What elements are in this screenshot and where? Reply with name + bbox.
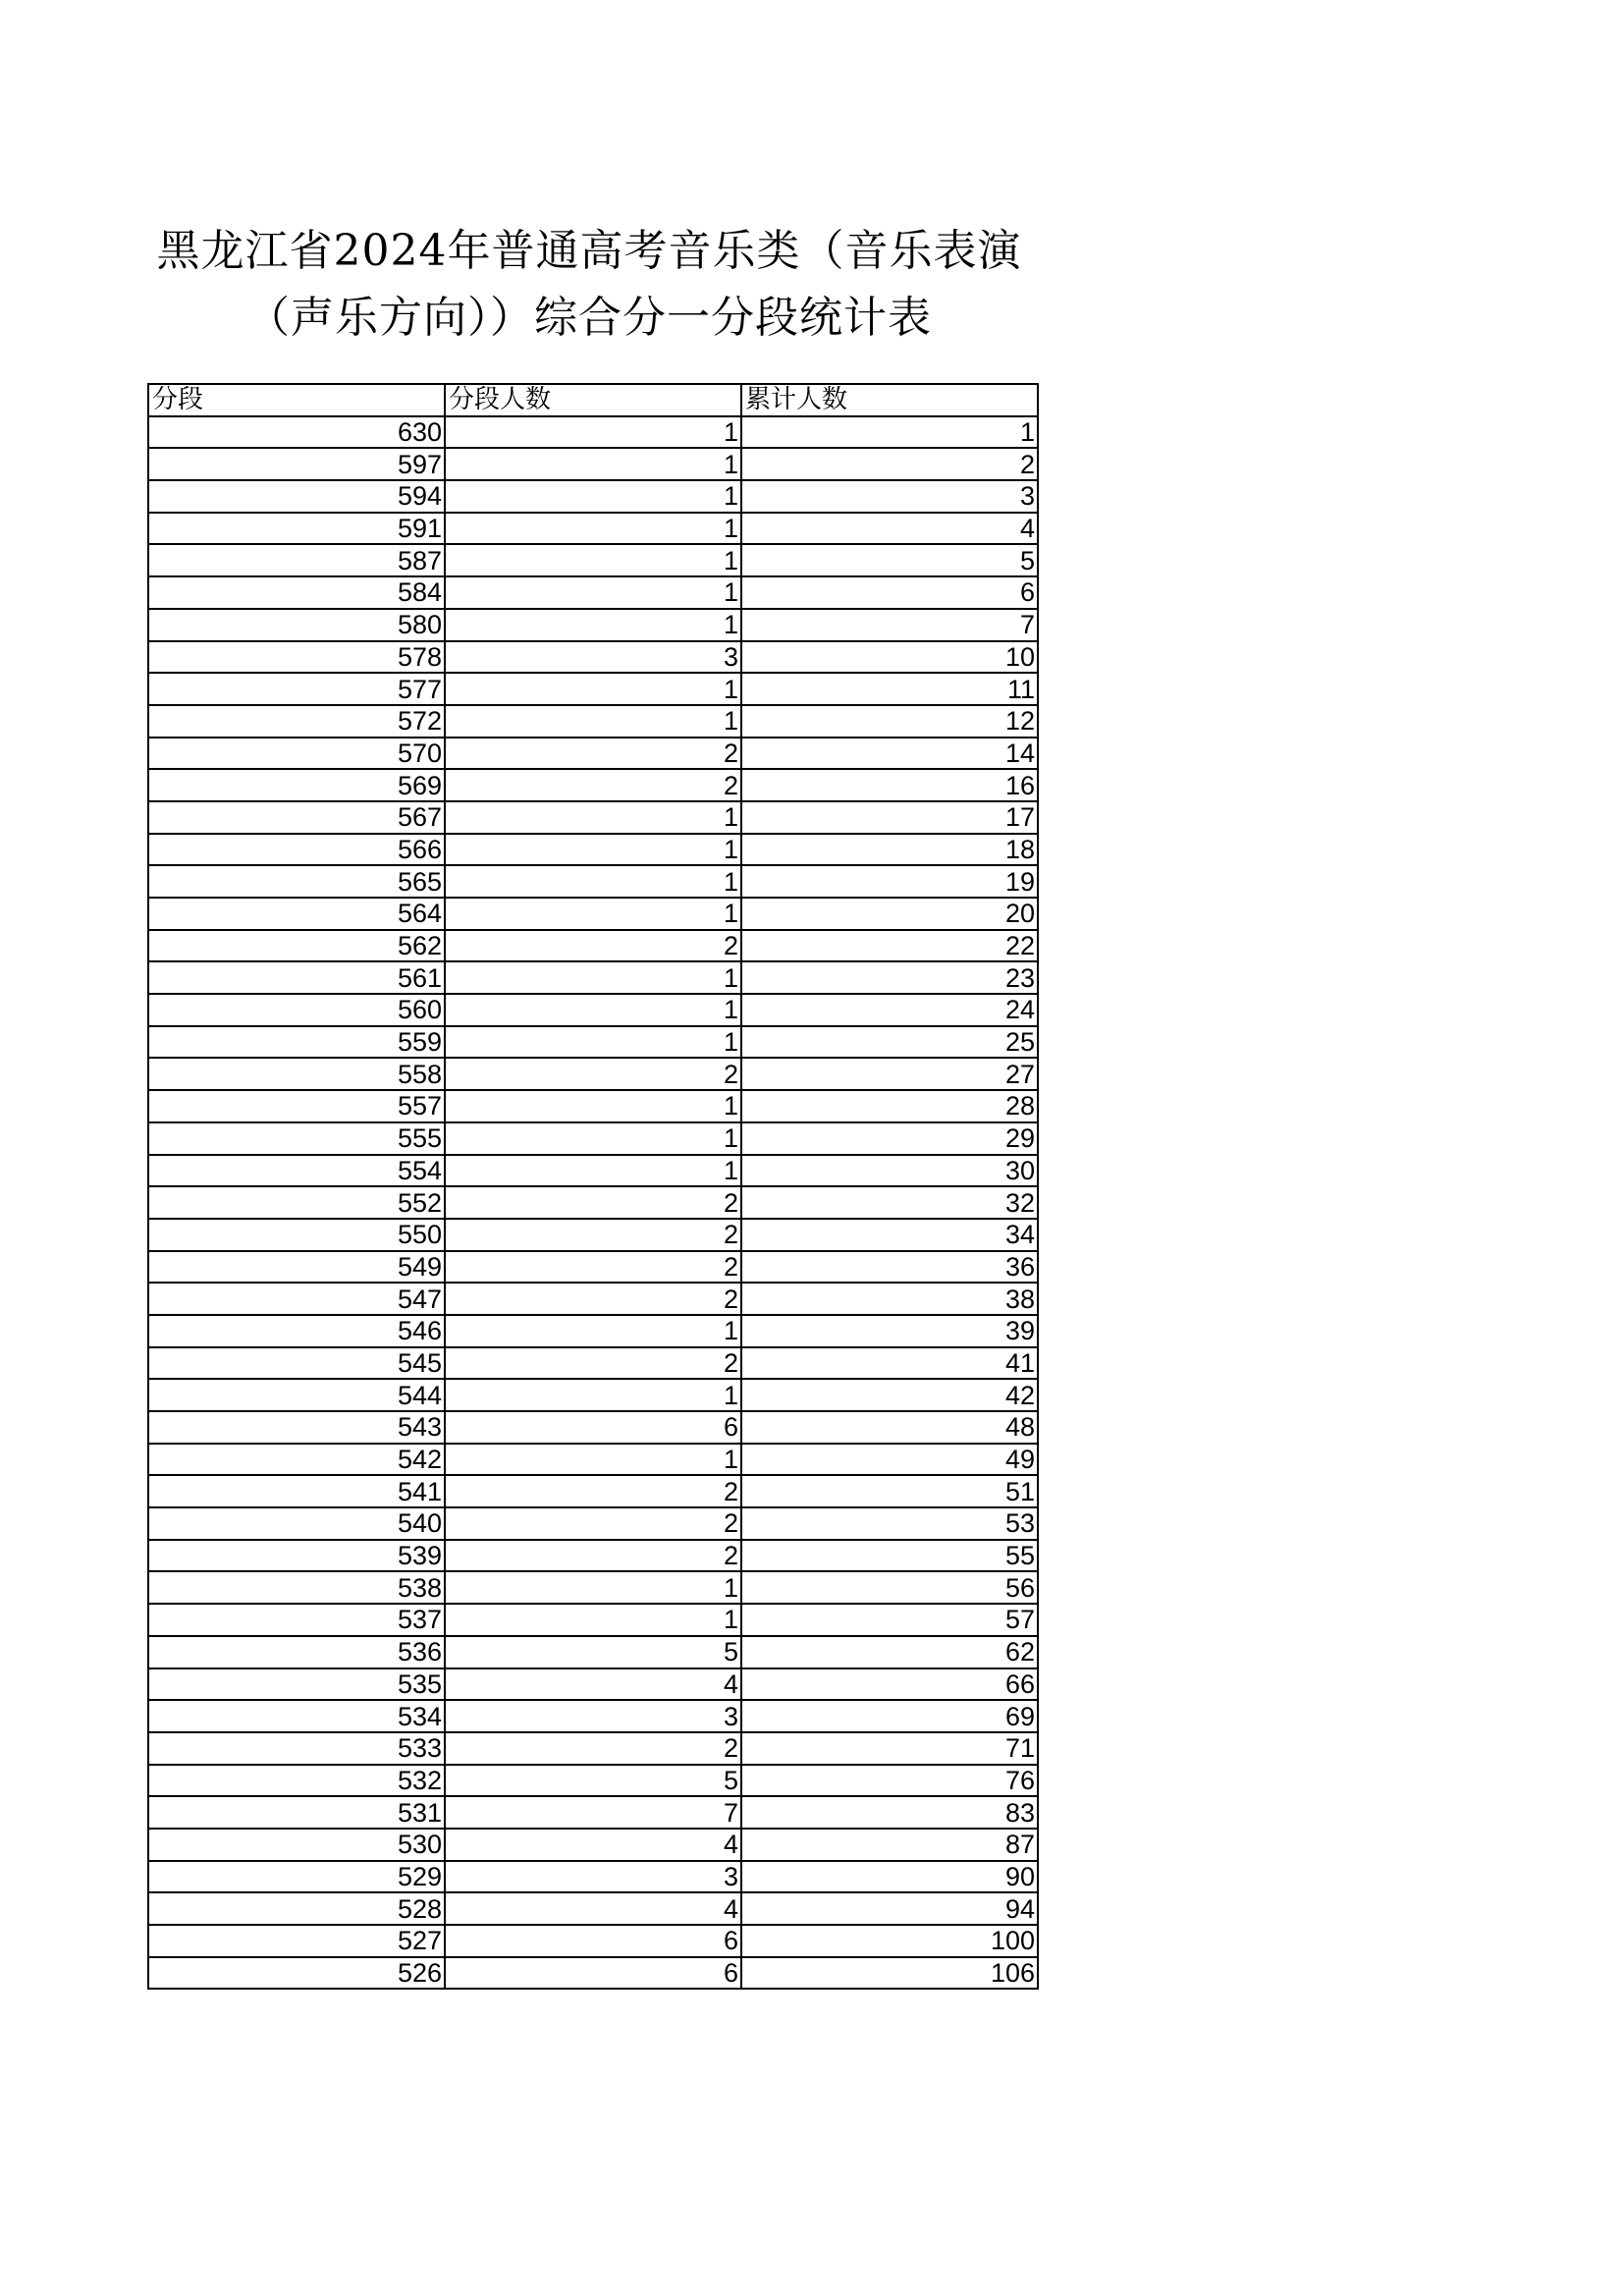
cell-score: 545: [148, 1347, 445, 1380]
table-body: [148, 416, 1038, 1990]
cell-segment-count: 2: [445, 1251, 741, 1284]
cell-segment-count: 1: [445, 1571, 741, 1604]
table-row: [148, 1829, 1038, 1861]
cell-score: 562: [148, 930, 445, 962]
cell-segment-count: 1: [445, 576, 741, 609]
cell-score: 531: [148, 1796, 445, 1829]
cell-segment-count: 1: [445, 609, 741, 641]
table-header-row: [148, 384, 1038, 416]
cell-segment-count: 2: [445, 1058, 741, 1090]
cell-cumulative-count: 20: [741, 898, 1038, 930]
cell-cumulative-count: 18: [741, 834, 1038, 866]
cell-score: 527: [148, 1925, 445, 1957]
cell-cumulative-count: 25: [741, 1026, 1038, 1059]
cell-score: 535: [148, 1668, 445, 1701]
table-row: [148, 769, 1038, 801]
cell-score: 578: [148, 641, 445, 674]
cell-cumulative-count: 36: [741, 1251, 1038, 1284]
table-row: [148, 609, 1038, 641]
table-row: [148, 1668, 1038, 1701]
cell-cumulative-count: 32: [741, 1186, 1038, 1219]
cell-segment-count: 2: [445, 1347, 741, 1380]
table-row: [148, 1636, 1038, 1668]
table-row: [148, 1251, 1038, 1284]
table-row: [148, 448, 1038, 480]
cell-score: 594: [148, 480, 445, 513]
cell-score: 541: [148, 1475, 445, 1507]
table-row: [148, 1957, 1038, 1990]
cell-segment-count: 7: [445, 1796, 741, 1829]
cell-segment-count: 1: [445, 961, 741, 994]
cell-segment-count: 1: [445, 1026, 741, 1059]
cell-cumulative-count: 30: [741, 1155, 1038, 1187]
table-row: [148, 865, 1038, 898]
cell-cumulative-count: 90: [741, 1861, 1038, 1893]
cell-segment-count: 1: [445, 1444, 741, 1476]
table-row: [148, 1700, 1038, 1732]
cell-cumulative-count: 41: [741, 1347, 1038, 1380]
cell-cumulative-count: 106: [741, 1957, 1038, 1990]
document-title: [147, 218, 1031, 352]
table-row: [148, 705, 1038, 738]
cell-segment-count: 1: [445, 705, 741, 738]
cell-score: 560: [148, 994, 445, 1026]
cell-score: 546: [148, 1315, 445, 1347]
cell-cumulative-count: 49: [741, 1444, 1038, 1476]
table-row: [148, 1379, 1038, 1411]
cell-cumulative-count: 4: [741, 513, 1038, 545]
cell-score: 544: [148, 1379, 445, 1411]
cell-cumulative-count: 7: [741, 609, 1038, 641]
table-row: [148, 1347, 1038, 1380]
cell-cumulative-count: 53: [741, 1507, 1038, 1540]
cell-score: 539: [148, 1540, 445, 1572]
table-row: [148, 576, 1038, 609]
cell-score: 547: [148, 1283, 445, 1315]
cell-segment-count: 2: [445, 930, 741, 962]
cell-segment-count: 2: [445, 738, 741, 770]
table-row: [148, 1765, 1038, 1797]
cell-segment-count: 2: [445, 1283, 741, 1315]
cell-segment-count: 3: [445, 1861, 741, 1893]
cell-score: 566: [148, 834, 445, 866]
cell-score: 569: [148, 769, 445, 801]
table-row: [148, 1475, 1038, 1507]
cell-score: 549: [148, 1251, 445, 1284]
cell-segment-count: 1: [445, 480, 741, 513]
cell-cumulative-count: 10: [741, 641, 1038, 674]
cell-cumulative-count: 76: [741, 1765, 1038, 1797]
cell-cumulative-count: 27: [741, 1058, 1038, 1090]
cell-score: 557: [148, 1090, 445, 1122]
title-line-2: （声乐方向））综合分一分段统计表: [246, 293, 932, 343]
cell-segment-count: 2: [445, 1507, 741, 1540]
header-cumulative-count: 累计人数: [741, 384, 1038, 416]
cell-cumulative-count: 19: [741, 865, 1038, 898]
cell-cumulative-count: 22: [741, 930, 1038, 962]
cell-segment-count: 2: [445, 1732, 741, 1765]
table-row: [148, 898, 1038, 930]
cell-cumulative-count: 94: [741, 1892, 1038, 1925]
cell-segment-count: 6: [445, 1925, 741, 1957]
table-row: [148, 801, 1038, 834]
table-row: [148, 673, 1038, 705]
cell-segment-count: 1: [445, 994, 741, 1026]
cell-segment-count: 3: [445, 1700, 741, 1732]
cell-segment-count: 6: [445, 1411, 741, 1444]
cell-score: 558: [148, 1058, 445, 1090]
cell-cumulative-count: 66: [741, 1668, 1038, 1701]
table-row: [148, 1315, 1038, 1347]
table-row: [148, 1571, 1038, 1604]
cell-segment-count: 2: [445, 1475, 741, 1507]
cell-segment-count: 1: [445, 544, 741, 576]
table-row: [148, 1540, 1038, 1572]
cell-cumulative-count: 71: [741, 1732, 1038, 1765]
table-row: [148, 544, 1038, 576]
cell-cumulative-count: 14: [741, 738, 1038, 770]
cell-cumulative-count: 55: [741, 1540, 1038, 1572]
cell-cumulative-count: 5: [741, 544, 1038, 576]
cell-score: 597: [148, 448, 445, 480]
cell-score: 554: [148, 1155, 445, 1187]
cell-score: 580: [148, 609, 445, 641]
cell-cumulative-count: 57: [741, 1604, 1038, 1636]
cell-score: 570: [148, 738, 445, 770]
cell-score: 532: [148, 1765, 445, 1797]
cell-score: 540: [148, 1507, 445, 1540]
table-row: [148, 1796, 1038, 1829]
cell-cumulative-count: 6: [741, 576, 1038, 609]
header-score-segment: 分段: [148, 384, 445, 416]
cell-cumulative-count: 51: [741, 1475, 1038, 1507]
table-row: [148, 1444, 1038, 1476]
cell-score: 534: [148, 1700, 445, 1732]
cell-score: 584: [148, 576, 445, 609]
table-row: [148, 1892, 1038, 1925]
table-row: [148, 1026, 1038, 1059]
table-row: [148, 641, 1038, 674]
table-row: [148, 1090, 1038, 1122]
cell-segment-count: 4: [445, 1668, 741, 1701]
cell-cumulative-count: 3: [741, 480, 1038, 513]
cell-cumulative-count: 48: [741, 1411, 1038, 1444]
cell-score: 538: [148, 1571, 445, 1604]
cell-cumulative-count: 56: [741, 1571, 1038, 1604]
cell-score: 591: [148, 513, 445, 545]
cell-score: 559: [148, 1026, 445, 1059]
cell-segment-count: 4: [445, 1892, 741, 1925]
cell-cumulative-count: 34: [741, 1219, 1038, 1251]
table-row: [148, 1732, 1038, 1765]
cell-score: 550: [148, 1219, 445, 1251]
table-row: [148, 1186, 1038, 1219]
cell-segment-count: 1: [445, 1379, 741, 1411]
cell-segment-count: 1: [445, 1090, 741, 1122]
cell-segment-count: 1: [445, 801, 741, 834]
cell-score: 552: [148, 1186, 445, 1219]
cell-score: 529: [148, 1861, 445, 1893]
cell-segment-count: 1: [445, 1155, 741, 1187]
cell-cumulative-count: 38: [741, 1283, 1038, 1315]
cell-score: 536: [148, 1636, 445, 1668]
cell-cumulative-count: 24: [741, 994, 1038, 1026]
table-row: [148, 834, 1038, 866]
table-row: [148, 416, 1038, 449]
cell-segment-count: 2: [445, 1540, 741, 1572]
table-row: [148, 930, 1038, 962]
cell-segment-count: 1: [445, 673, 741, 705]
table-row: [148, 994, 1038, 1026]
cell-cumulative-count: 62: [741, 1636, 1038, 1668]
cell-cumulative-count: 42: [741, 1379, 1038, 1411]
cell-cumulative-count: 11: [741, 673, 1038, 705]
cell-segment-count: 2: [445, 1219, 741, 1251]
cell-score: 543: [148, 1411, 445, 1444]
cell-score: 528: [148, 1892, 445, 1925]
cell-cumulative-count: 39: [741, 1315, 1038, 1347]
cell-cumulative-count: 100: [741, 1925, 1038, 1957]
cell-segment-count: 5: [445, 1765, 741, 1797]
cell-score: 555: [148, 1122, 445, 1155]
table-row: [148, 738, 1038, 770]
cell-segment-count: 1: [445, 834, 741, 866]
cell-cumulative-count: 23: [741, 961, 1038, 994]
table-row: [148, 1411, 1038, 1444]
cell-segment-count: 5: [445, 1636, 741, 1668]
cell-score: 572: [148, 705, 445, 738]
header-segment-count: 分段人数: [445, 384, 741, 416]
cell-score: 530: [148, 1829, 445, 1861]
cell-score: 564: [148, 898, 445, 930]
cell-score: 537: [148, 1604, 445, 1636]
title-line-1: 黑龙江省2024年普通高考音乐类（音乐表演: [156, 226, 1022, 276]
cell-score: 630: [148, 416, 445, 449]
cell-cumulative-count: 16: [741, 769, 1038, 801]
cell-segment-count: 1: [445, 1604, 741, 1636]
cell-segment-count: 1: [445, 865, 741, 898]
cell-segment-count: 2: [445, 769, 741, 801]
cell-cumulative-count: 69: [741, 1700, 1038, 1732]
cell-cumulative-count: 1: [741, 416, 1038, 449]
cell-segment-count: 3: [445, 641, 741, 674]
cell-cumulative-count: 87: [741, 1829, 1038, 1861]
table-row: [148, 1219, 1038, 1251]
cell-score: 526: [148, 1957, 445, 1990]
table-row: [148, 480, 1038, 513]
cell-score: 587: [148, 544, 445, 576]
cell-score: 567: [148, 801, 445, 834]
cell-score: 561: [148, 961, 445, 994]
score-distribution-table: [147, 383, 1039, 1990]
cell-segment-count: 1: [445, 416, 741, 449]
cell-segment-count: 1: [445, 513, 741, 545]
table-row: [148, 1507, 1038, 1540]
cell-segment-count: 4: [445, 1829, 741, 1861]
table-row: [148, 513, 1038, 545]
cell-cumulative-count: 17: [741, 801, 1038, 834]
table-row: [148, 961, 1038, 994]
table-row: [148, 1283, 1038, 1315]
table-row: [148, 1925, 1038, 1957]
cell-segment-count: 6: [445, 1957, 741, 1990]
cell-score: 565: [148, 865, 445, 898]
cell-cumulative-count: 83: [741, 1796, 1038, 1829]
cell-segment-count: 1: [445, 1315, 741, 1347]
cell-cumulative-count: 28: [741, 1090, 1038, 1122]
cell-segment-count: 2: [445, 1186, 741, 1219]
table-row: [148, 1155, 1038, 1187]
table-row: [148, 1122, 1038, 1155]
cell-cumulative-count: 29: [741, 1122, 1038, 1155]
table-row: [148, 1604, 1038, 1636]
cell-score: 542: [148, 1444, 445, 1476]
cell-segment-count: 1: [445, 1122, 741, 1155]
cell-segment-count: 1: [445, 898, 741, 930]
cell-score: 533: [148, 1732, 445, 1765]
table-row: [148, 1058, 1038, 1090]
cell-score: 577: [148, 673, 445, 705]
cell-cumulative-count: 12: [741, 705, 1038, 738]
cell-cumulative-count: 2: [741, 448, 1038, 480]
table-row: [148, 1861, 1038, 1893]
cell-segment-count: 1: [445, 448, 741, 480]
